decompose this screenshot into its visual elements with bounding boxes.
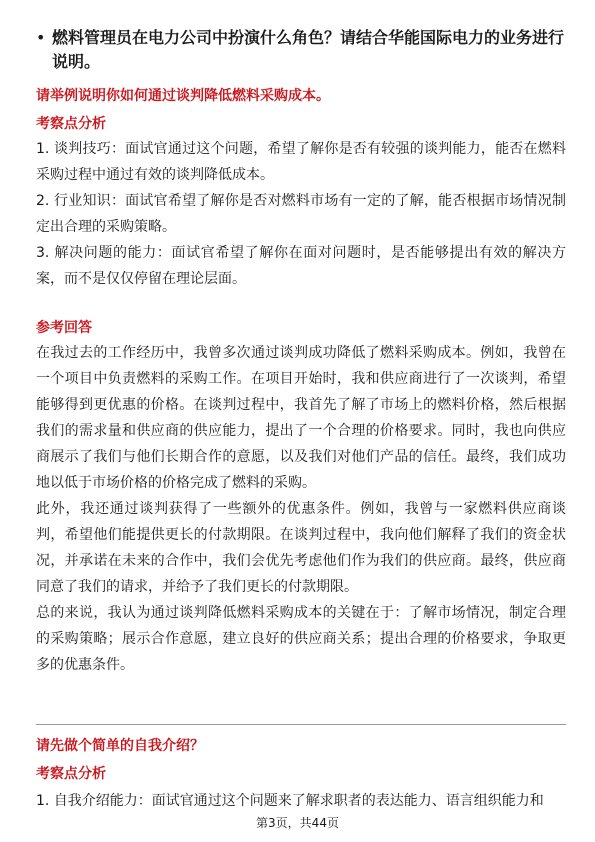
q1-answer-paragraph-1: 在我过去的工作经历中，我曾多次通过谈判成功降低了燃料采购成本。例如，我曾在一个项目中负责燃料的采购工作。在项目开始时，我和供应商进行了一次谈判，希望能够得到更优惠的价格。在谈判过程中，我首先了解了市场上的燃料价格，然后根据我们的需求量和供应商的供应能力，提出了一个合理的价格要求。同时，我也向供应商展示了我们与他们长期合作的意愿，以及我们对他们产品的信任。最终，我们成功地以低于市场价格的价格完成了燃料的采购。 (36, 345, 566, 491)
question-2-title: 请先做个简单的自我介绍？ (36, 738, 204, 754)
question-1-title: 请举例说明你如何通过谈判降低燃料采购成本。 (36, 88, 330, 104)
q1-analysis-item-2: 2. 行业知识：面试官希望了解你是否对燃料市场有一定的了解，能否根据市场情况制定出合理的采购策略。 (36, 193, 566, 235)
question-1-title-block (36, 86, 566, 106)
q1-answer-paragraph-3: 总的来说，我认为通过谈判降低燃料采购成本的关键在于：了解市场情况，制定合理的采购策略；展示合作意愿，建立良好的供应商关系；提出合理的价格要求，争取更多的优惠条件。 (36, 605, 566, 673)
q1-analysis-item-3: 3. 解决问题的能力：面试官希望了解你在面对问题时，是否能够提出有效的解决方案，而不是仅仅停留在理论层面。 (36, 245, 566, 287)
q2-analysis-list (36, 788, 566, 814)
q1-analysis-heading-block (36, 114, 566, 134)
q2-analysis-item-1: 1. 自我介绍能力：面试官通过这个问题来了解求职者的表达能力、语言组织能力和 (36, 793, 544, 809)
previous-question (36, 26, 566, 74)
previous-question-text: 燃料管理员在电力公司中扮演什么角色？请结合华能国际电力的业务进行说明。 (52, 28, 565, 71)
q1-answer (36, 340, 566, 678)
q1-answer-heading: 参考回答 (36, 320, 92, 336)
q1-answer-paragraph-2: 此外，我还通过谈判获得了一些额外的优惠条件。例如，我曾与一家燃料供应商谈判，希望他们能提供更长的付款期限。在谈判过程中，我向他们解释了我们的资金状况，并承诺在未来的合作中，我们会优先考虑他们作为我们的供应商。最终，供应商同意了我们的请求，并给予了我们更长的付款期限。 (36, 501, 566, 595)
q2-analysis-heading-block (36, 764, 566, 784)
page-footer: 第3页，共44页 (256, 816, 339, 830)
section-divider (36, 724, 566, 725)
bullet-icon: • (36, 28, 46, 47)
q1-analysis-heading: 考察点分析 (36, 116, 106, 132)
question-2-title-block (36, 736, 566, 756)
q1-analysis-list (36, 136, 566, 292)
q1-analysis-item-1: 1. 谈判技巧：面试官通过这个问题，希望了解你是否有较强的谈判能力，能否在燃料采购过程中通过有效的谈判降低成本。 (36, 141, 566, 183)
q2-analysis-heading: 考察点分析 (36, 766, 106, 782)
q1-answer-heading-block (36, 318, 566, 338)
